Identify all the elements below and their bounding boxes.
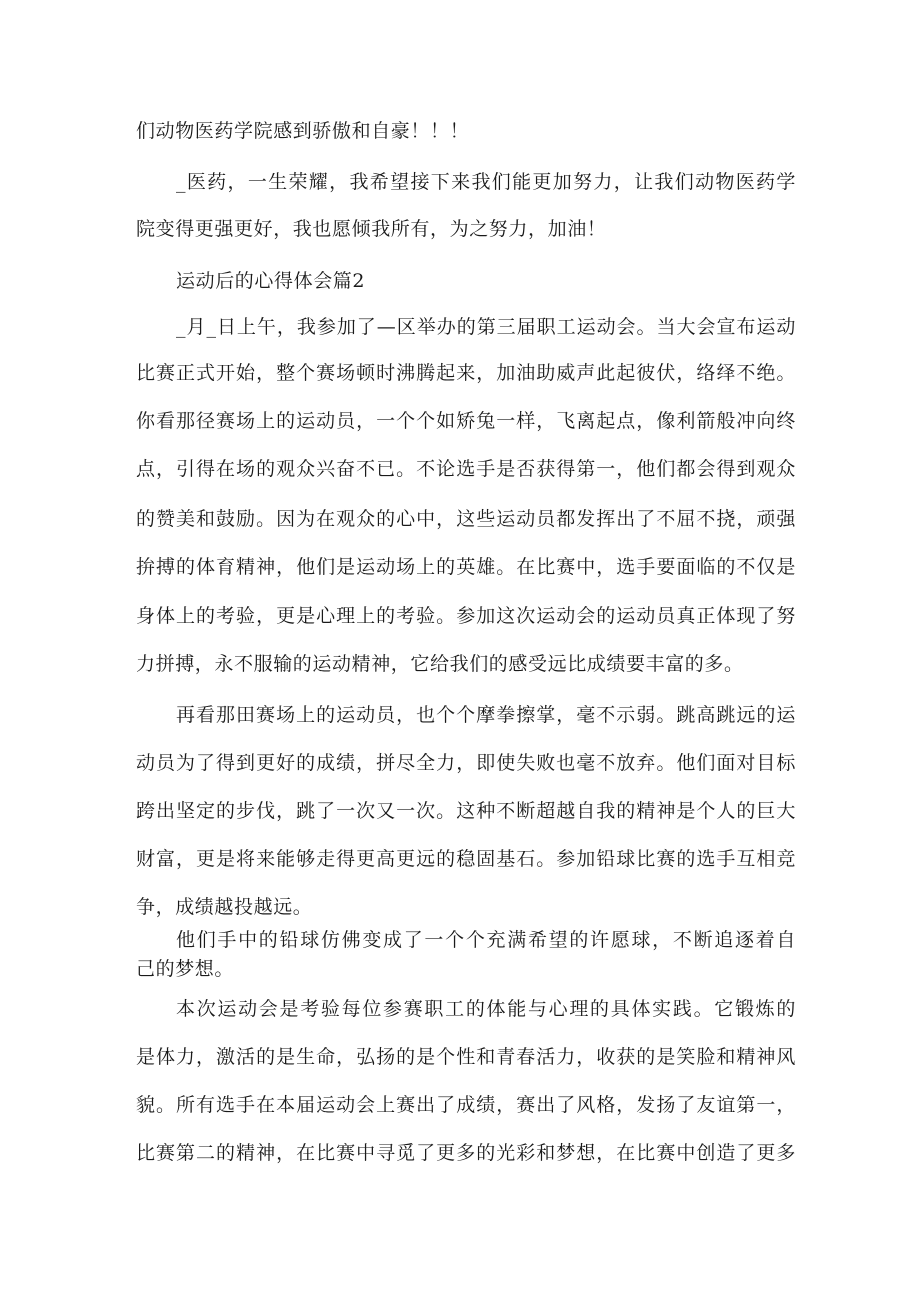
paragraph-line: _医药，一生荣耀，我希望接下来我们能更加努力，让我们动物医药学 xyxy=(176,171,796,193)
paragraph-line: 你看那径赛场上的运动员，一个个如矫兔一样，飞离起点，像利箭般冲向终 xyxy=(136,410,796,432)
paragraph-line: 比赛正式开始，整个赛场顿时沸腾起来，加油助威声此起彼伏，络绎不绝。 xyxy=(136,362,796,384)
paragraph-line: 己的梦想。 xyxy=(136,958,235,980)
paragraph-line: 比赛第二的精神，在比赛中寻觅了更多的光彩和梦想，在比赛中创造了更多 xyxy=(136,1142,796,1164)
section-heading: 运动后的心得体会篇2 xyxy=(176,270,366,292)
paragraph-line: 院变得更强更好，我也愿倾我所有，为之努力，加油！ xyxy=(136,218,607,240)
paragraph-line: 貌。所有选手在本届运动会上赛出了成绩，赛出了风格，发扬了友谊第一， xyxy=(136,1094,796,1116)
paragraph-line: 争，成绩越投越远。 xyxy=(136,896,313,918)
paragraph-line: 财富，更是将来能够走得更高更远的稳固基石。参加铅球比赛的选手互相竞 xyxy=(136,848,796,870)
paragraph-line: 再看那田赛场上的运动员，也个个摩拳擦掌，毫不示弱。跳高跳远的运 xyxy=(176,704,796,726)
paragraph-line: 拚搏的体育精神，他们是运动场上的英雄。在比赛中，选手要面临的不仅是 xyxy=(136,556,796,578)
paragraph-line: _月_日上午，我参加了—区举办的第三届职工运动会。当大会宣布运动 xyxy=(176,316,796,338)
paragraph-line: 的赞美和鼓励。因为在观众的心中，这些运动员都发挥出了不屈不挠，顽强 xyxy=(136,508,796,530)
paragraph-line: 是体力，激活的是生命，弘扬的是个性和青春活力，收获的是笑脸和精神风 xyxy=(136,1046,796,1068)
paragraph-line: 跨出坚定的步伐，跳了一次又一次。这种不断超越自我的精神是个人的巨大 xyxy=(136,800,796,822)
paragraph-line: 动员为了得到更好的成绩，拼尽全力，即使失败也毫不放弃。他们面对目标 xyxy=(136,752,796,774)
paragraph-line: 力拼搏，永不服输的运动精神，它给我们的感受远比成绩要丰富的多。 xyxy=(136,653,744,675)
paragraph-line: 身体上的考验，更是心理上的考验。参加这次运动会的运动员真正体现了努 xyxy=(136,605,796,627)
paragraph-line: 他们手中的铅球仿佛变成了一个个充满希望的许愿球，不断追逐着自 xyxy=(176,929,796,951)
paragraph-line: 本次运动会是考验每位参赛职工的体能与心理的具体实践。它锻炼的 xyxy=(176,998,796,1020)
paragraph-line: 点，引得在场的观众兴奋不已。不论选手是否获得第一，他们都会得到观众 xyxy=(136,458,796,480)
paragraph-line: 们动物医药学院感到骄傲和自豪！！！ xyxy=(136,120,470,142)
